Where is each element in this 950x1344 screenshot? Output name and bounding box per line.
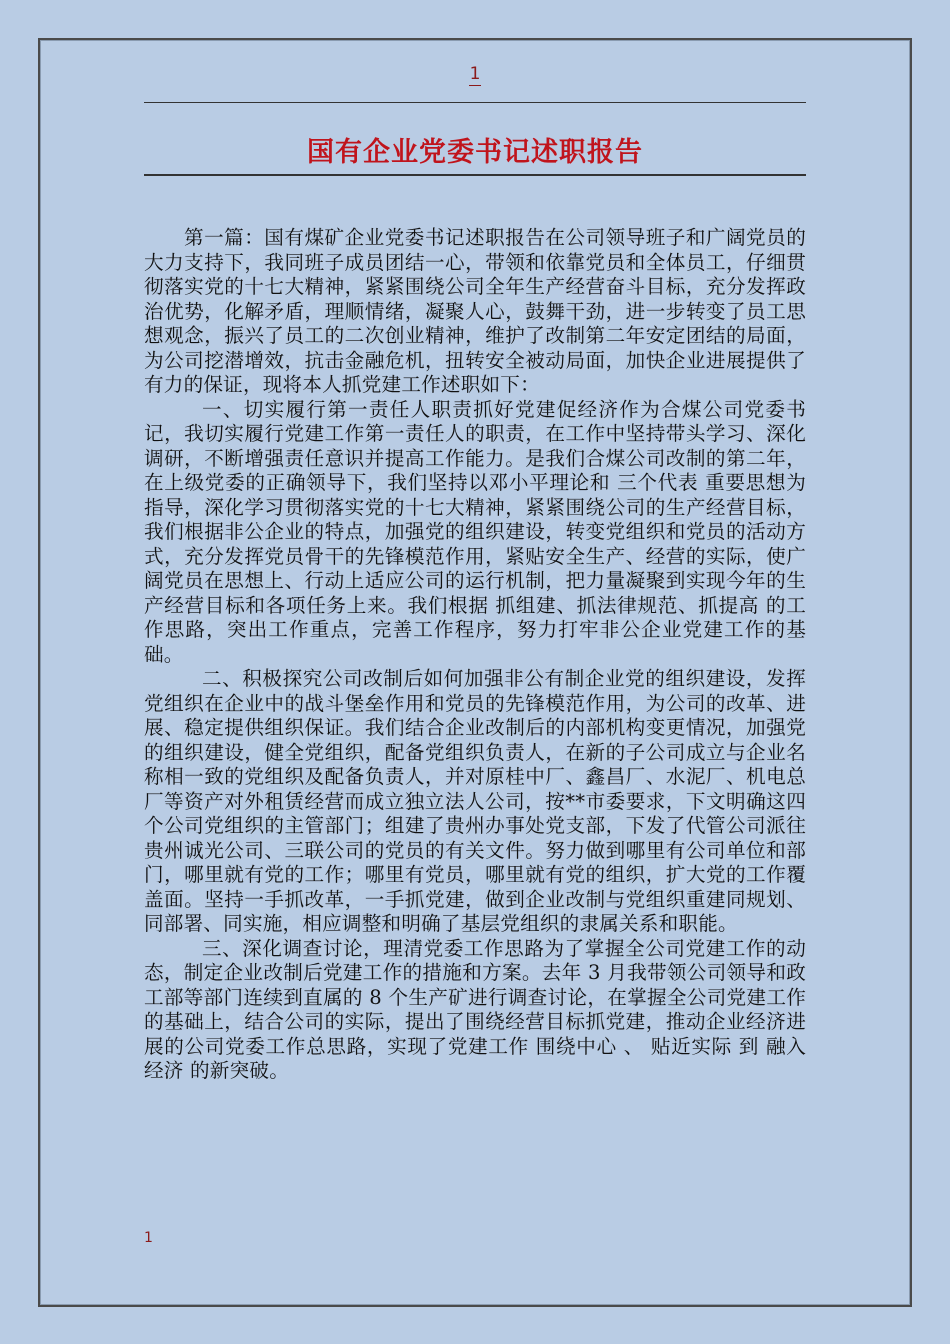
paragraph-section-1: 一、切实履行第一责任人职责抓好党建促经济作为合煤公司党委书记，我切实履行党建工作第一责任人的职责，在工作中坚持带头学习、深化调研，不断增强责任意识并提高工作能力。是我们合煤公司改制的第二年，在上级党委的正确领导下，我们坚持以邓小平理论和 三个代表 重要思想为指导，深化学习贯彻落实党的十七大精神，紧紧围绕公司的生产经营目标，我们根据非公企业的特点，加强党的组织建设，转变党组织和党员的活动方式，充分发挥党员骨干的先锋模范作用，紧贴安全生产、经营的实际，使广阔党员在思想上、行动上适应公司的运行机制，把力量凝聚到实现今年的生产经营目标和各项任务上来。我们根据 抓组建、抓法律规范、抓提高 的工作思路，突出工作重点，完善工作程序，努力打牢非公企业党建工作的基础。 — [144, 397, 806, 666]
header-divider — [144, 102, 806, 103]
title-divider — [144, 174, 806, 176]
paragraph-intro: 第一篇：国有煤矿企业党委书记述职报告在公司领导班子和广阔党员的大力支持下，我同班子成员团结一心，带领和依靠党员和全体员工，仔细贯彻落实党的十七大精神，紧紧围绕公司全年生产经营奋斗目标，充分发挥政治优势，化解矛盾，理顺情绪，凝聚人心，鼓舞干劲，进一步转变了员工思想观念，振兴了员工的二次创业精神，维护了改制第二年安定团结的局面，为公司挖潜增效，抗击金融危机，扭转安全被动局面，加快企业进展提供了有力的保证，现将本人抓党建工作述职如下： — [144, 226, 806, 396]
header-page-number — [0, 64, 950, 84]
document-body — [144, 226, 806, 1084]
header-page-number-text: 1 — [469, 64, 481, 84]
paragraph-section-3: 三、深化调查讨论，理清党委工作思路为了掌握全公司党建工作的动态，制定企业改制后党建工作的措施和方案。去年 3 月我带领公司领导和政工部等部门连续到直属的 8 个生产矿进行调查讨论，在掌握全公司党建工作的基础上，结合公司的实际，提出了围绕经营目标抓党建，推动企业经济进展的公司党委工作总思路，实现了党建工作 围绕中心 、 贴近实际 到 融入经济 的新突破。 — [144, 936, 806, 1082]
footer-page-number: 1 — [144, 1230, 153, 1246]
paragraph-section-2: 二、积极探究公司改制后如何加强非公有制企业党的组织建设，发挥党组织在企业中的战斗堡垒作用和党员的先锋模范作用，为公司的改革、进展、稳定提供组织保证。我们结合企业改制后的内部机构变更情况，加强党的组织建设，健全党组织，配备党组织负责人，在新的子公司成立与企业名称相一致的党组织及配备负责人，并对原桂中厂、鑫昌厂、水泥厂、机电总厂等资产对外租赁经营而成立独立法人公司，按**市委要求，下文明确这四个公司党组织的主管部门；组建了贵州办事处党支部，下发了代管公司派往贵州诚光公司、三联公司的党员的有关文件。努力做到哪里有公司单位和部门，哪里就有党的工作；哪里有党员，哪里就有党的组织，扩大党的工作覆盖面。坚持一手抓改革，一手抓党建，做到企业改制与党组织重建同规划、同部署、同实施，相应调整和明确了基层党组织的隶属关系和职能。 — [144, 667, 806, 935]
document-title: 国有企业党委书记述职报告 — [307, 137, 643, 168]
